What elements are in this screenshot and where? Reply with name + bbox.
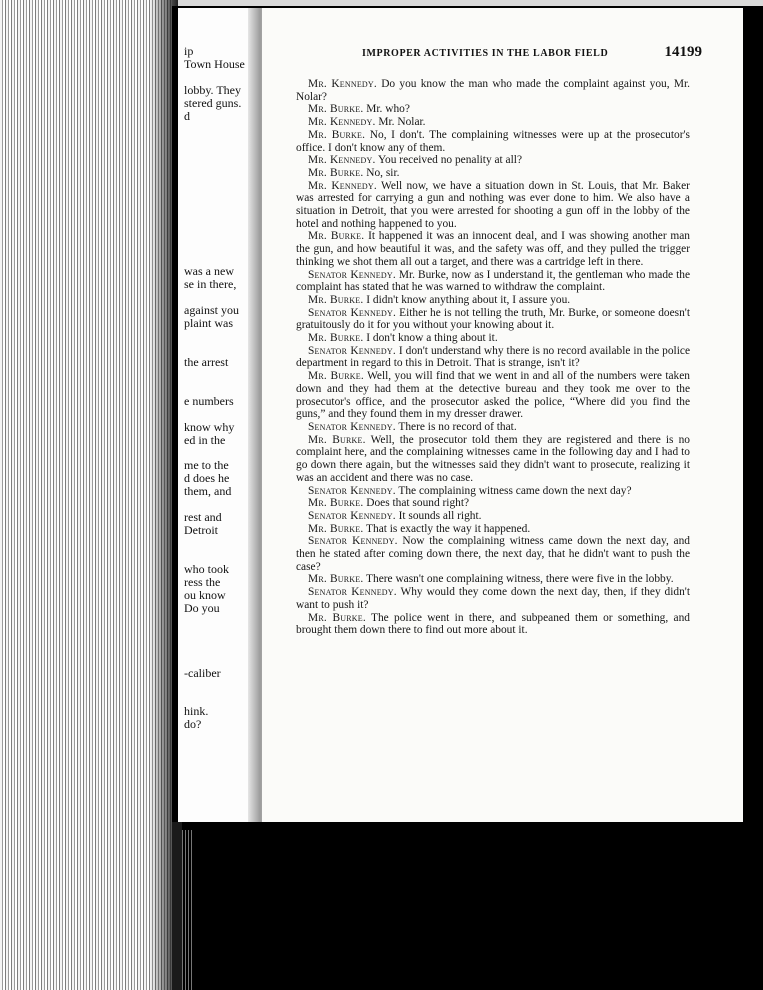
running-head: IMPROPER ACTIVITIES IN THE LABOR FIELD — [362, 48, 609, 59]
speaker-label: Mr. Burke. — [308, 332, 364, 345]
speaker-label: Mr. Kennedy. — [308, 154, 376, 167]
paragraph-text: The police went in there, and subpeaned them or something, and brought them down there to find out more about it. — [296, 611, 690, 637]
paragraph-text: I don't understand why there is no record available in the police department in regard to this in Detroit. That is strange, isn't it? — [296, 344, 690, 370]
speaker-label: Senator Kennedy. — [308, 344, 396, 357]
prev-page-line: d — [184, 108, 190, 123]
page-number: 14199 — [664, 44, 702, 60]
speaker-label: Mr. Burke. — [308, 103, 364, 116]
paragraph-text: You received no penality at all? — [377, 154, 522, 167]
prev-page-line: lobby. They — [184, 82, 241, 97]
prev-page-line: Town House — [184, 56, 245, 71]
prev-page-line: -caliber — [184, 665, 221, 680]
paragraph-text: Do you know the man who made the complaint against you, Mr. Nolar? — [296, 78, 690, 103]
prev-page-line: do? — [184, 717, 202, 732]
page-header — [362, 44, 702, 66]
prev-page-line: Detroit — [184, 523, 218, 538]
speaker-label: Senator Kennedy. — [308, 306, 397, 319]
paragraph-text: I didn't know anything about it, I assure you. — [366, 293, 571, 306]
speaker-label: Mr. Burke. — [308, 611, 366, 624]
speaker-label: Mr. Burke. — [308, 370, 364, 383]
paragraph-text: Well, you will find that we went in and all of the numbers were taken down and they had them at the detective bureau and they took me over to the prosecutor's office, and the prosecutor asked the police, “Where did you find the guns,” and they found them in my dresser drawer. — [296, 370, 690, 421]
prev-page-line: ip — [184, 44, 194, 58]
speaker-label: Mr. Burke. — [308, 166, 364, 179]
transcript-paragraph — [296, 167, 690, 180]
speaker-label: Mr. Burke. — [308, 293, 364, 306]
transcript-paragraph — [296, 103, 690, 116]
paragraph-text: It sounds all right. — [398, 509, 482, 522]
paragraph-text: Well now, we have a situation down in St. Louis, that Mr. Baker was arrested for carrying a gun and nothing was ever done to him. We also have a situation in Detroit, that you were arrested for shooting a gun off in the lobby of the hotel and nothing happened to you. — [296, 179, 690, 230]
prev-page-line: ress the — [184, 574, 221, 589]
transcript-paragraph — [296, 129, 690, 154]
paragraph-text: Well, the prosecutor told them they are registered and there is no complaint here, and the complaining witnesses came in the following day and I had to go down there again, but the witnesses said they didn't want to prosecute, realizing it was an accident and there was no case. — [296, 433, 690, 484]
transcript-paragraph — [296, 230, 690, 268]
prev-page-line: know why — [184, 419, 235, 434]
speaker-label: Mr. Burke. — [308, 497, 364, 510]
speaker-label: Mr. Burke. — [308, 522, 364, 535]
transcript-paragraph — [296, 573, 690, 586]
speaker-label: Senator Kennedy. — [308, 420, 396, 433]
paragraph-text: No, sir. — [366, 166, 400, 179]
transcript-paragraph — [296, 421, 690, 434]
prev-page-line: ed in the — [184, 432, 226, 447]
paragraph-text: Mr. who? — [366, 103, 410, 116]
prev-page-line: Do you — [184, 600, 220, 615]
speaker-label: Senator Kennedy. — [308, 535, 398, 548]
transcript-paragraph — [296, 497, 690, 510]
speaker-label: Senator Kennedy. — [308, 484, 396, 497]
transcript-paragraph — [296, 523, 690, 536]
previous-page-fragment — [178, 8, 258, 822]
prev-page-line: who took — [184, 562, 229, 576]
prev-page-line: hink. — [184, 704, 209, 719]
paragraph-text: No, I don't. The complaining witnesses were up at the prosecutor's office. I don't know any of them. — [296, 128, 690, 154]
paragraph-text: Why would they come down the next day, then, if they didn't want to push it? — [296, 586, 691, 611]
speaker-label: Senator Kennedy. — [308, 509, 396, 522]
paragraph-text: That is exactly the way it happened. — [366, 522, 531, 535]
prev-page-line: ou know — [184, 587, 226, 602]
speaker-label: Mr. Burke. — [308, 573, 364, 586]
prev-page-line: e numbers — [184, 393, 234, 408]
paragraph-text: Does that sound right? — [366, 497, 470, 510]
paragraph-text: There wasn't one complaining witness, there were five in the lobby. — [366, 573, 674, 586]
transcript-paragraph — [296, 307, 690, 332]
speaker-label: Senator Kennedy. — [308, 268, 396, 281]
prev-page-line: plaint was — [184, 315, 233, 330]
speaker-label: Mr. Burke. — [308, 128, 366, 141]
speaker-label: Mr. Kennedy. — [308, 179, 377, 192]
paragraph-text: There is no record of that. — [398, 420, 517, 433]
speaker-label: Mr. Kennedy. — [308, 78, 377, 90]
paragraph-text: Either he is not telling the truth, Mr. Burke, or someone doesn't gratuitously do it for you without your knowing about it. — [296, 306, 690, 332]
paragraph-text: The complaining witness came down the next day? — [398, 484, 632, 497]
transcript-paragraph — [296, 612, 690, 637]
book-page-edges — [0, 0, 172, 990]
speaker-label: Mr. Burke. — [308, 433, 366, 446]
prev-page-line: against you — [184, 303, 239, 317]
transcript-paragraph — [296, 345, 690, 370]
prev-page-line: stered guns. — [184, 95, 242, 110]
prev-page-line: d does he — [184, 471, 230, 486]
transcript-paragraph — [296, 78, 690, 103]
speaker-label: Mr. Kennedy. — [308, 116, 376, 129]
document-page — [262, 8, 743, 822]
transcript-paragraph — [296, 154, 690, 167]
transcript-paragraph — [296, 510, 690, 523]
transcript-paragraph — [296, 434, 690, 485]
prev-page-line: se in there, — [184, 277, 237, 292]
transcript-paragraph — [296, 269, 690, 294]
paragraph-text: It happened it was an innocent deal, and I was showing another man the gun, and how beautiful it was, and the safety was off, and they pulled the trigger thinking we shot them all out a target, and there was a cartridge left in there. — [296, 230, 690, 268]
paragraph-text: I don't know a thing about it. — [366, 332, 498, 345]
transcript-paragraph — [296, 535, 690, 573]
speaker-label: Mr. Burke. — [308, 230, 365, 243]
scan-bottom-strip — [172, 822, 182, 990]
prev-page-line: them, and — [184, 484, 232, 499]
prev-page-line: me to the — [184, 458, 229, 473]
scan-bottom-edge-lines — [182, 830, 194, 990]
prev-page-line: was a new — [184, 264, 234, 279]
prev-page-line: rest and — [184, 510, 222, 525]
paragraph-text: Mr. Nolar. — [378, 116, 426, 129]
transcript-paragraph — [296, 485, 690, 498]
transcript-paragraph — [296, 370, 690, 421]
transcript-paragraph — [296, 586, 690, 611]
paragraph-text: Now the complaining witness came down the next day, and then he stated after coming down there, the next day, that he didn't want to push the case? — [296, 535, 690, 573]
paragraph-text: Mr. Burke, now as I understand it, the gentleman who made the complaint has stated that he was warned to withdraw the complaint. — [296, 268, 690, 294]
transcript-paragraph — [296, 294, 690, 307]
speaker-label: Senator Kennedy. — [308, 586, 397, 599]
transcript-paragraph — [296, 116, 690, 129]
prev-page-line: the arrest — [184, 354, 229, 369]
transcript-body — [296, 78, 690, 637]
transcript-paragraph — [296, 180, 690, 231]
transcript-paragraph — [296, 332, 690, 345]
